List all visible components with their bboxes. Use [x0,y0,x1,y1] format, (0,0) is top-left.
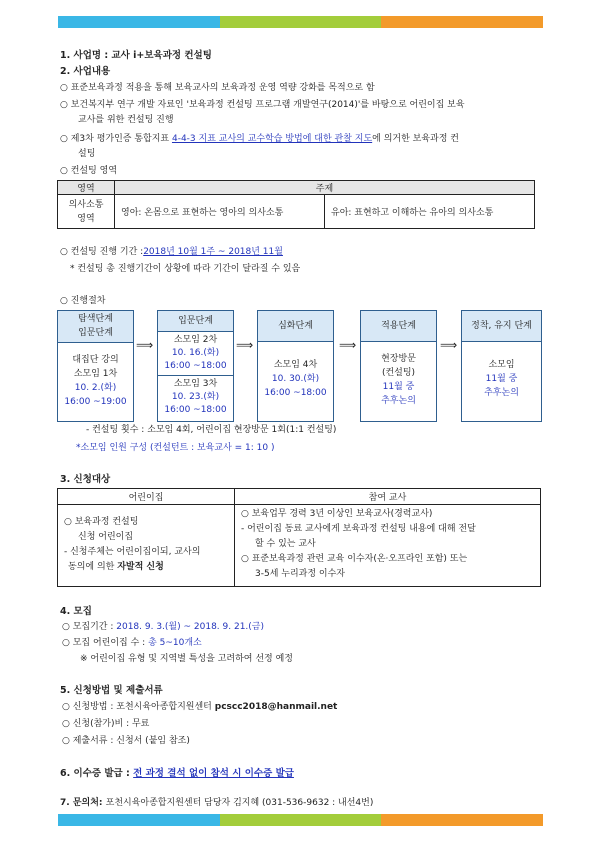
step-deepen: 심화단계 소모임 4차 10. 30.(화) 16:00 ~18:00 [257,310,334,422]
area-header: 영역 [58,181,115,195]
target-table [57,488,541,587]
bullet-4: ○ 컨설팅 영역 [60,166,118,176]
teacher-cell: ○ 보육업무 경력 3년 이상인 보육교사(경력교사) - 어린이집 동료 교사에게 보육과정 컨설팅 내용에 대해 전달 할 수 있는 교사 ○ 표준보육과정 관련 교육 이수자(온·오프라인 포함) 또는 3-5세 누리과정 이수자 [235,505,541,587]
step-apply: 적용단계 현장방문 (컨설팅) 11월 중 추후논의 [360,310,437,422]
topic-header: 주제 [115,181,535,195]
section-1-title: 1. 사업명 : 교사 i+보육과정 컨설팅 [60,50,212,61]
contact-email[interactable]: pcscc2018@hanmail.net [214,702,338,712]
area-cell: 의사소통 영역 [58,195,115,229]
recruit-note: ※ 어린이집 유형 및 지역별 특성을 고려하여 선정 예정 [80,654,294,664]
area-table [57,180,535,229]
section-4-title: 4. 모집 [60,606,92,617]
step-intro: 입문단계 소모임 2차 10. 16.(화) 16:00 ~18:00 소모임 3차 10. 23.(화) 16:00 ~18:00 [157,310,234,422]
section-6-title: 6. 이수증 발급 : 전 과정 결석 없이 참석 시 이수증 발급 [60,768,294,779]
period-line: ○ 컨설팅 진행 기간 :2018년 10월 1주 ~ 2018년 11월 [60,247,283,257]
member-note: *소모임 인원 구성 (컨설턴트 : 보육교사 = 1: 10 ) [76,443,275,453]
arrow-4: ⟹ [440,338,458,352]
recruit-period: ○ 모집기간 : 2018. 9. 3.(월) ~ 2018. 9. 21.(금) [62,622,264,632]
bullet-1: ○ 표준보육과정 적용을 통해 보육교사의 보육과정 운영 역량 강화를 목적으로 함 [60,83,375,93]
center-cell: ○ 보육과정 컨설팅 신청 어린이집 - 신청주체는 어린이집이되, 교사의 동의에 의한 자발적 신청 [58,505,235,587]
bottom-color-bar [58,814,543,826]
apply-fee: ○ 신청(참가)비 : 무료 [62,719,150,729]
indicator-link[interactable]: 4-4-3 지표 교사의 교수학습 방법에 대한 관찰 지도 [171,134,373,144]
section-2-title: 2. 사업내용 [60,66,111,77]
teacher-header: 참여 교사 [235,489,541,505]
apply-documents: ○ 제출서류 : 신청서 (붙임 참조) [62,736,190,746]
procedure-title: ○ 진행절차 [60,296,106,306]
period-value: 2018년 10월 1주 ~ 2018년 11월 [143,247,283,257]
count-note: - 컨설팅 횟수 : 소모임 4회, 어린이집 현장방문 1회(1:1 컨설팅) [86,425,337,435]
infant-topic: 영아: 온몸으로 표현하는 영아의 의사소통 [115,195,325,229]
toddler-topic: 유아: 표현하고 이해하는 유아의 의사소통 [325,195,535,229]
apply-method: ○ 신청방법 : 포천시육아종합지원센터 pcscc2018@hanmail.net [62,702,338,712]
center-header: 어린이집 [58,489,235,505]
bullet-2a: ○ 보건복지부 연구 개발 자료인 '보육과정 컨설팅 프로그램 개발연구(2014)'를 바탕으로 어린이집 보육 [60,100,465,110]
recruit-count: ○ 모집 어린이집 수 : 총 5~10개소 [62,638,202,648]
step-settle: 정착, 유지 단계 소모임 11월 중 추후논의 [461,310,542,422]
arrow-1: ⟹ [136,338,154,352]
section-5-title: 5. 신청방법 및 제출서류 [60,685,163,696]
top-color-bar [58,16,543,28]
bullet-2b: 교사를 위한 컨설팅 진행 [78,115,174,125]
arrow-2: ⟹ [236,338,254,352]
arrow-3: ⟹ [339,338,357,352]
section-3-title: 3. 신청대상 [60,474,111,485]
period-note: * 컨설팅 총 진행기간이 상황에 따라 기간이 달라질 수 있음 [70,264,301,274]
step-explore: 탐색단계 입문단계 대집단 강의 소모임 1차 10. 2.(화) 16:00 ~19:00 [57,310,134,422]
section-7-title: 7. 문의처: 포천시육아종합지원센터 담당자 김지혜 (031-536-9632 : 내선4번) [60,798,374,808]
bullet-3b: 설팅 [78,149,96,159]
bullet-3a: ○ 제3차 평가인증 통합지표 4-4-3 지표 교사의 교수학습 방법에 대한 관찰 지도에 의거한 보육과정 컨 [60,134,460,144]
